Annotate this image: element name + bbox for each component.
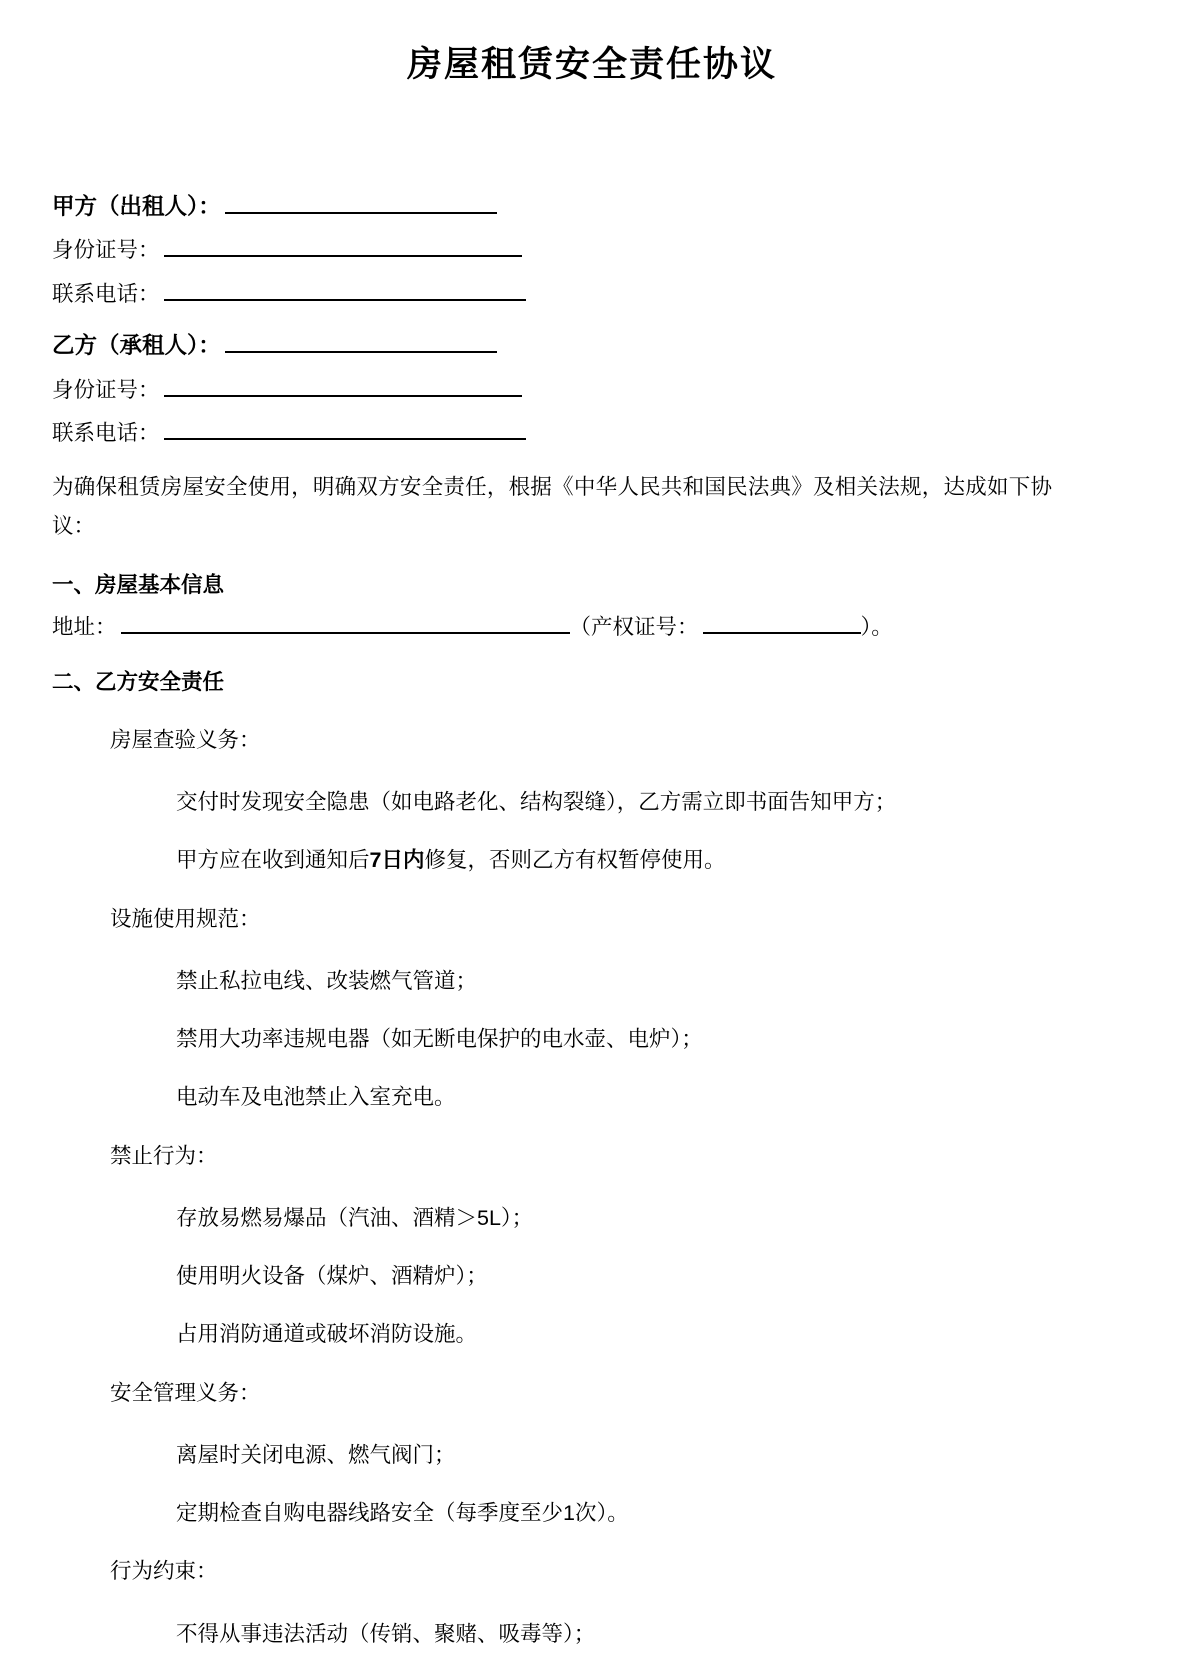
party-b-phone-label: 联系电话：: [52, 421, 160, 445]
address-label: 地址：: [52, 615, 117, 640]
address-line: [52, 611, 1134, 643]
section-heading-1: 一、房屋基本信息: [52, 573, 225, 598]
group-item: 离屋时关闭电源、燃气阀门；: [176, 1442, 456, 1467]
cert-number-blank[interactable]: [703, 613, 861, 634]
party-a-role-label: 甲方（出租人）：: [52, 193, 221, 219]
cert-prefix: （产权证号：: [569, 615, 699, 640]
group-item: 占用消防通道或破坏消防设施。: [176, 1322, 478, 1347]
party-b-role-label: 乙方（承租人）：: [52, 333, 221, 358]
title-spacer: [0, 88, 1184, 184]
group-item: 存放易燃易爆品（汽油、酒精＞5L）；: [176, 1205, 534, 1230]
party-b-id-label: 身份证号：: [52, 377, 160, 402]
party-a-id-label: 身份证号：: [52, 238, 160, 262]
party-a-id-blank[interactable]: [164, 236, 522, 257]
party-b-role-line: [52, 323, 1134, 367]
group-item: 禁用大功率违规电器（如无断电保护的电水壶、电炉）；: [176, 1027, 703, 1052]
party-a-role-line: [52, 184, 1134, 228]
party-b-name-blank[interactable]: [225, 332, 497, 353]
group-label-facility: 设施使用规范：: [110, 906, 261, 931]
group-item: 不得从事违法活动（传销、聚赌、吸毒等）；: [176, 1621, 596, 1646]
party-a-block: [52, 184, 1134, 315]
group-label-prohibited: 禁止行为：: [110, 1143, 218, 1168]
party-b-phone-blank[interactable]: [164, 419, 526, 440]
party-b-block: [52, 323, 1134, 454]
party-b-id-line: [52, 367, 1134, 411]
group-item: 使用明火设备（煤炉、酒精炉）；: [176, 1264, 488, 1289]
item-text-before: 甲方应在收到通知后: [176, 848, 370, 873]
cert-suffix: ）。: [860, 615, 893, 640]
group-item: [176, 844, 1134, 876]
intro-paragraph: 为确保租赁房屋安全使用，明确双方安全责任，根据《中华人民共和国民法典》及相关法规，达成如下协议：: [52, 474, 1052, 539]
party-gap: [52, 314, 1134, 323]
group-label-inspection: 房屋查验义务：: [110, 727, 261, 752]
party-a-phone-line: [52, 271, 1134, 315]
party-b-phone-line: [52, 410, 1134, 454]
group-item: 禁止私拉电线、改装燃气管道；: [176, 968, 478, 993]
party-a-id-line: [52, 227, 1134, 271]
group-label-conduct: 行为约束：: [110, 1559, 218, 1584]
party-a-phone-blank[interactable]: [164, 280, 526, 301]
party-a-name-blank[interactable]: [225, 193, 497, 214]
group-item: 交付时发现安全隐患（如电路老化、结构裂缝），乙方需立即书面告知甲方；: [176, 790, 897, 815]
group-item: 电动车及电池禁止入室充电。: [176, 1085, 456, 1110]
page-title: 房屋租赁安全责任协议: [406, 45, 777, 84]
party-b-id-blank[interactable]: [164, 376, 522, 397]
address-blank[interactable]: [121, 613, 570, 634]
section-heading-2: 二、乙方安全责任: [52, 669, 225, 694]
group-label-management: 安全管理义务：: [110, 1380, 261, 1405]
party-a-phone-label: 联系电话：: [52, 281, 160, 306]
item-text-strong: 7日内: [369, 848, 425, 873]
document-body: [0, 184, 1184, 1650]
item-text-after: 修复，否则乙方有权暂停使用。: [424, 848, 726, 873]
group-item: 定期检查自购电器线路安全（每季度至少1次）。: [176, 1501, 629, 1526]
